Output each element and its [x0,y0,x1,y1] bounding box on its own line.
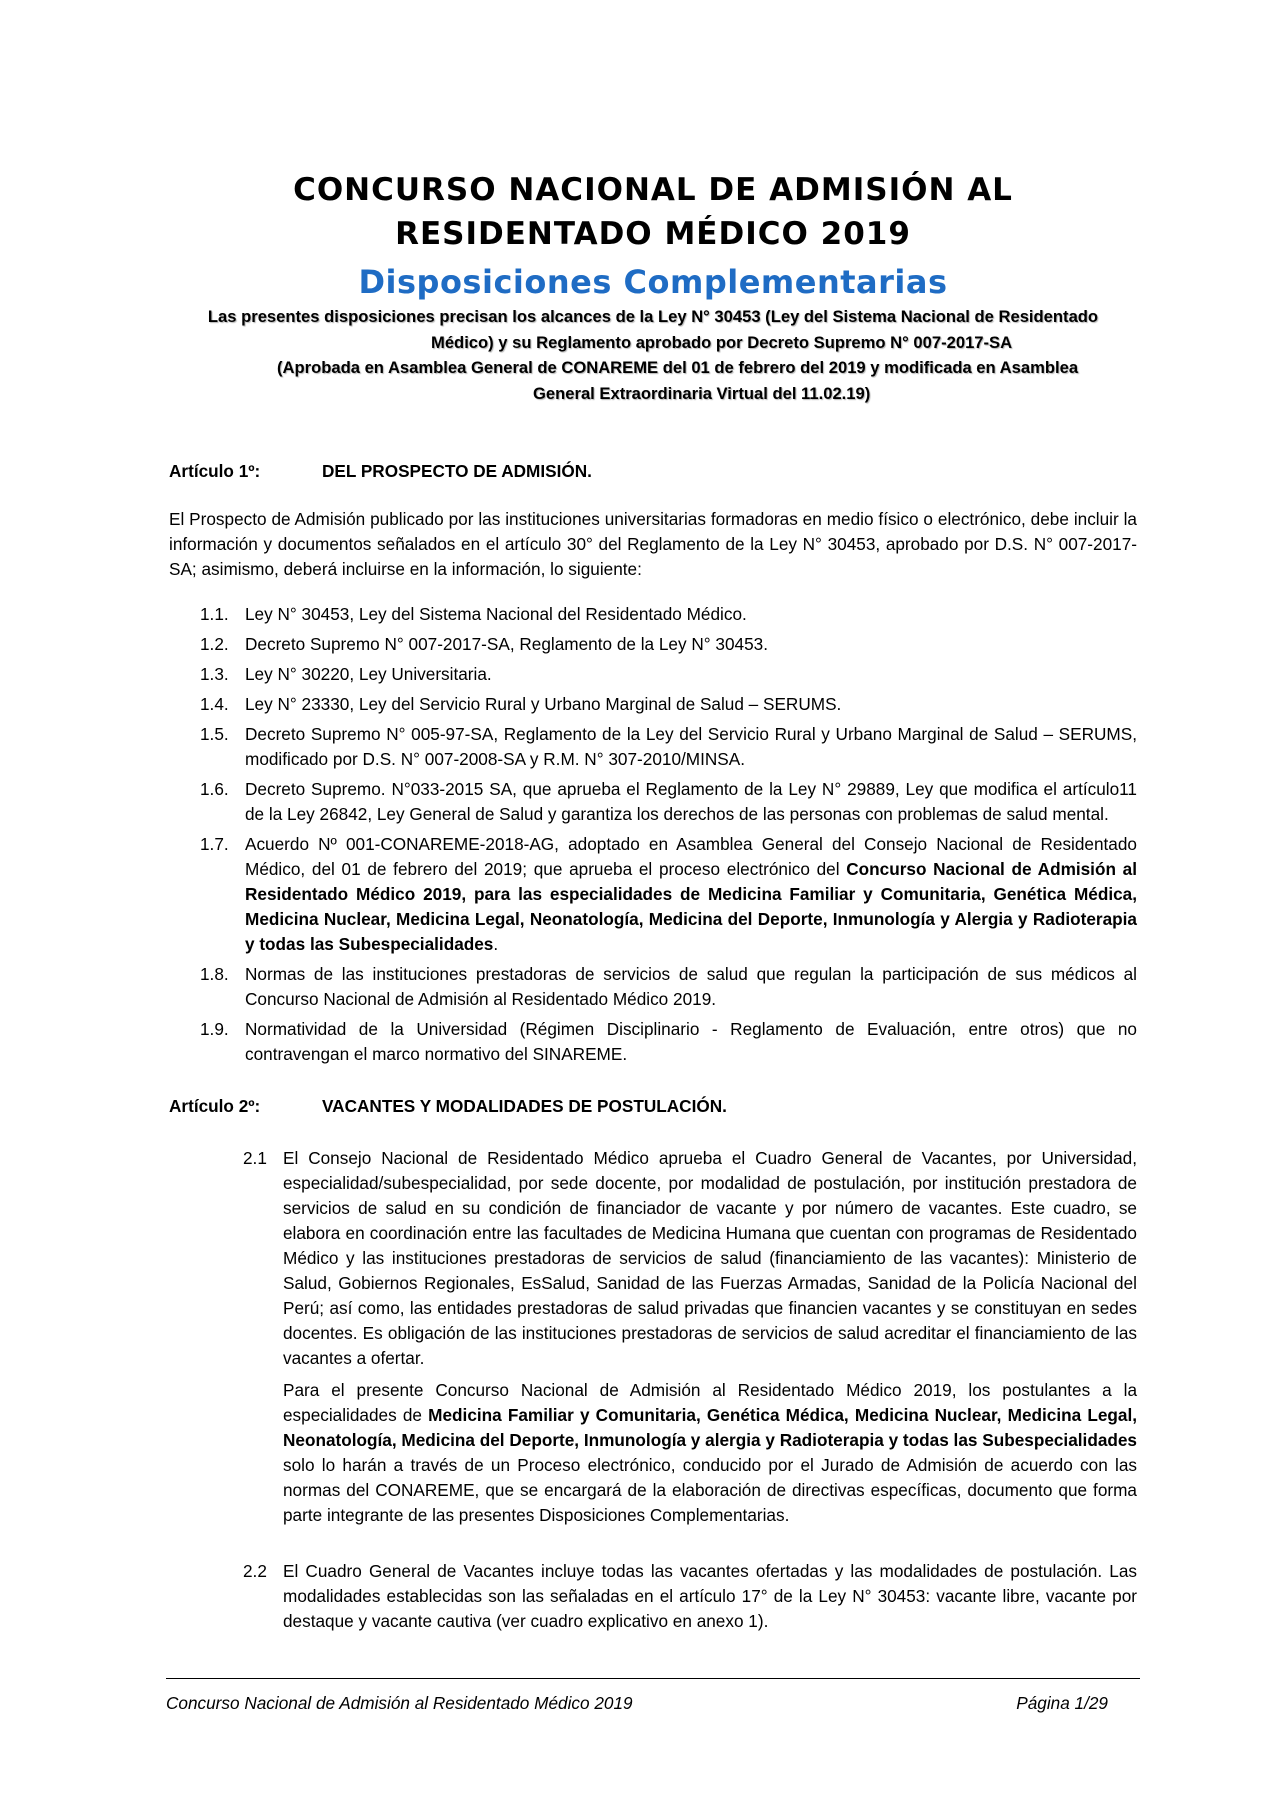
footer-title: Concurso Nacional de Admisión al Residentado Médico 2019 [166,1693,633,1713]
intro-line-4: General Extraordinaria Virtual del 11.02.19) [533,383,871,403]
article-2-heading [169,1094,1137,1119]
article-2-item-1-text: El Consejo Nacional de Residentado Médico aprueba el Cuadro General de Vacantes, por Universidad, especialidad/subespecialidad, por sede docente, por modalidad de postulación, por institución prestadora de servicios de salud en su condición de financiador de vacante y por número de vacantes. Este cuadro, se elabora en coordinación entre las facultades de Medicina Humana que cuentan con programas de Residentado Médico y las instituciones prestadoras de servicios de salud (financiamiento de las vacantes): Ministerio de Salud, Gobiernos Regionales, EsSalud, Sanidad de las Fuerzas Armadas, Sanidad de la Policía Nacional del Perú; así como, las entidades prestadoras de salud privadas que financien vacantes y se constituyan en sedes docentes. Es obligación de las instituciones prestadoras de servicios de salud acreditar el financiamiento de las vacantes a ofertar. [283,1148,1137,1368]
list-item-number: 1.7. [200,834,229,854]
list-item [169,1017,1137,1067]
title-line-2: RESIDENTADO MÉDICO 2019 [395,216,911,252]
list-item-text-c: . [493,934,499,954]
list-item-text: Ley N° 30453, Ley del Sistema Nacional del Residentado Médico. [245,604,747,624]
list-item-text-a: Acuerdo Nº 001-CONAREME-2018-AG, adoptado en Asamblea General del Consejo Nacional de Residentado Médico, del 01 de febrero del 2019; que aprueba el proceso electrónico del [245,834,1137,879]
intro-line-1: Las presentes disposiciones precisan los alcances de la Ley N° 30453 (Ley del Sistema Nacional de Residentado [207,307,1099,326]
article-2-item-1-subparagraph [283,1378,1137,1528]
list-item-number: 1.3. [200,664,229,684]
list-item-number: 1.9. [200,1019,229,1039]
list-item [169,962,1137,1012]
list-item [169,602,1137,627]
article-2-item-1-number: 2.1 [243,1148,267,1168]
document-title [169,0,1137,256]
article-1-paragraph: El Prospecto de Admisión publicado por las instituciones universitarias formadoras en medio físico o electrónico, debe incluir la información y documentos señalados en el artículo 30° del Reglamento de la Ley N° 30453, aprobado por D.S. N° 007-2017-SA; asimismo, deberá incluirse en la información, lo siguiente: [169,509,1137,579]
list-item-number: 1.5. [200,724,229,744]
list-item-number: 1.1. [200,604,229,624]
list-item [169,722,1137,772]
page-footer [166,1678,1140,1716]
footer-page-number: Página 1/29 [1016,1693,1108,1713]
list-item [169,632,1137,657]
list-item-text: Normatividad de la Universidad (Régimen Disciplinario - Reglamento de Evaluación, entre otros) que no contravengan el marco normativo del SINAREME. [245,1019,1137,1064]
article-2-item-2-number: 2.2 [243,1561,267,1581]
list-item-text-bold: Concurso Nacional de Admisión al Residentado Médico 2019, para las especialidades de Medicina Familiar y Comunitaria, Genética Médica, Medicina Nuclear, Medicina Legal, Neonatología, Medicina del Deporte, Inmunología y Alergia y Radioterapia y todas las Subespecialidades [245,859,1137,954]
list-item-text: Decreto Supremo N° 007-2017-SA, Reglamento de la Ley N° 30453. [245,634,768,654]
article-2-title: VACANTES Y MODALIDADES DE POSTULACIÓN. [322,1096,727,1116]
article-2-item-2-text: El Cuadro General de Vacantes incluye todas las vacantes ofertadas y las modalidades de postulación. Las modalidades establecidas son las señaladas en el artículo 17° de la Ley N° 30453: vacante libre, vacante por destaque y vacante cautiva (ver cuadro explicativo en anexo 1). [283,1561,1137,1631]
list-item-text: Normas de las instituciones prestadoras de servicios de salud que regulan la participación de sus médicos al Concurso Nacional de Admisión al Residentado Médico 2019. [245,964,1137,1009]
article-2-body [169,1146,1137,1634]
article-1-list [169,602,1137,1067]
subparagraph-text-a: Para el presente Concurso Nacional de Admisión al Residentado Médico 2019, los postulantes a la especialidades de [283,1380,1137,1425]
list-item-text: Ley N° 23330, Ley del Servicio Rural y Urbano Marginal de Salud – SERUMS. [245,694,842,714]
list-item-text: Decreto Supremo N° 005-97-SA, Reglamento de la Ley del Servicio Rural y Urbano Marginal de Salud – SERUMS, modificado por D.S. N° 007-2008-SA y R.M. N° 307-2010/MINSA. [245,724,1137,769]
list-item [169,777,1137,827]
article-1-heading [169,459,1137,484]
list-item-number: 1.2. [200,634,229,654]
list-item-number: 1.6. [200,779,229,799]
intro-block [169,304,1137,406]
list-item-number: 1.4. [200,694,229,714]
intro-line-2: Médico) y su Reglamento aprobado por Decreto Supremo N° 007-2017-SA [431,332,1013,352]
list-item [169,692,1137,717]
list-item [169,662,1137,687]
article-1-title: DEL PROSPECTO DE ADMISIÓN. [322,461,592,481]
intro-line-3: (Aprobada en Asamblea General de CONAREME del 01 de febrero del 2019 y modificada en Asamblea [277,358,1079,377]
list-item-text [245,832,1137,957]
article-1-number: Artículo 1º: [169,461,261,481]
list-item-text: Ley N° 30220, Ley Universitaria. [245,664,492,684]
title-line-1: CONCURSO NACIONAL DE ADMISIÓN AL [293,172,1013,208]
article-2-number: Artículo 2º: [169,1096,261,1116]
article-2-item-2 [169,1559,1137,1634]
subparagraph-text-bold: Medicina Familiar y Comunitaria, Genética Médica, Medicina Nuclear, Medicina Legal, Neonatología, Medicina del Deporte, Inmunología y alergia y Radioterapia y todas las Subespecialidades [283,1405,1137,1450]
document-subtitle: Disposiciones Complementarias [358,263,948,301]
article-2-item-1 [169,1146,1137,1371]
list-item-text: Decreto Supremo. N°033-2015 SA, que aprueba el Reglamento de la Ley N° 29889, Ley que modifica el artículo11 de la Ley 26842, Ley General de Salud y garantiza los derechos de las personas con problemas de salud mental. [245,779,1137,824]
subparagraph-text-c: solo lo harán a través de un Proceso electrónico, conducido por el Jurado de Admisión de acuerdo con las normas del CONAREME, que se encargará de la elaboración de directivas específicas, documento que forma parte integrante de las presentes Disposiciones Complementarias. [283,1455,1137,1525]
list-item [169,832,1137,957]
list-item-number: 1.8. [200,964,229,984]
